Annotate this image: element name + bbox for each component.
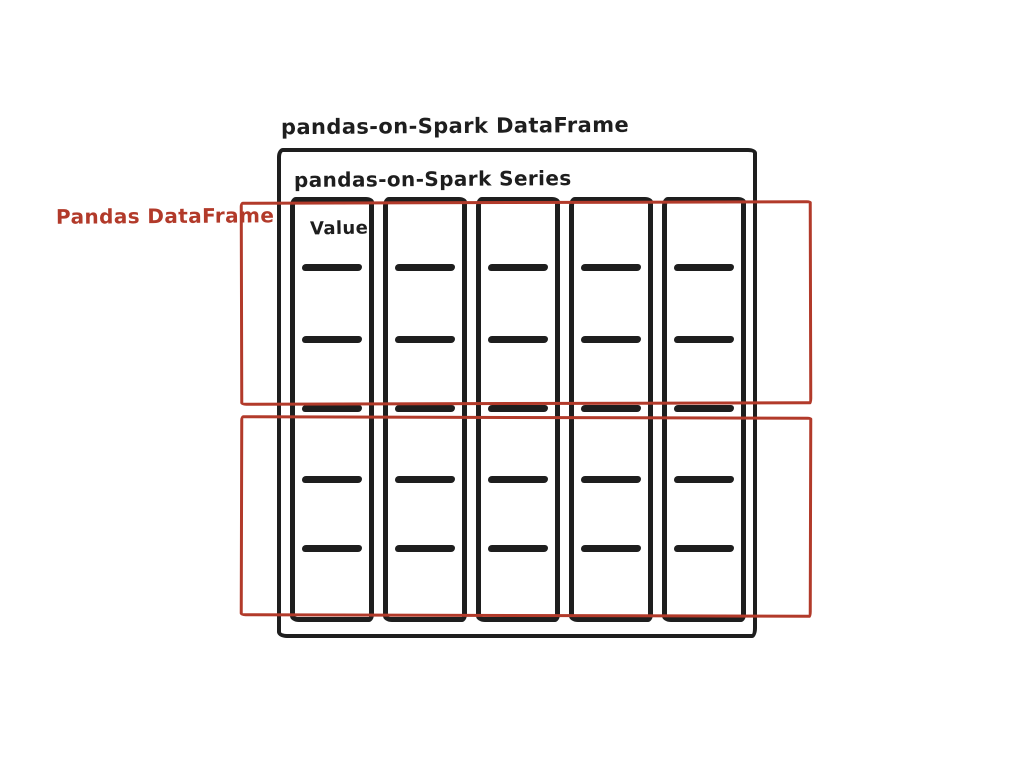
pandas-dataframe-partition-bottom-box: [240, 415, 813, 617]
pandas-dataframe-label: Pandas DataFrame: [55, 203, 275, 229]
data-row-dash: [674, 405, 734, 412]
data-row-dash: [395, 405, 455, 412]
data-row-dash: [581, 405, 641, 412]
pandas-on-spark-dataframe-title: pandas-on-Spark DataFrame: [280, 112, 630, 140]
pandas-on-spark-series-label: pandas-on-Spark Series: [293, 166, 572, 192]
data-row-dash: [302, 405, 362, 412]
value-header: Value: [309, 217, 369, 240]
pandas-dataframe-partition-top-box: [240, 200, 813, 405]
data-row-dash: [488, 405, 548, 412]
